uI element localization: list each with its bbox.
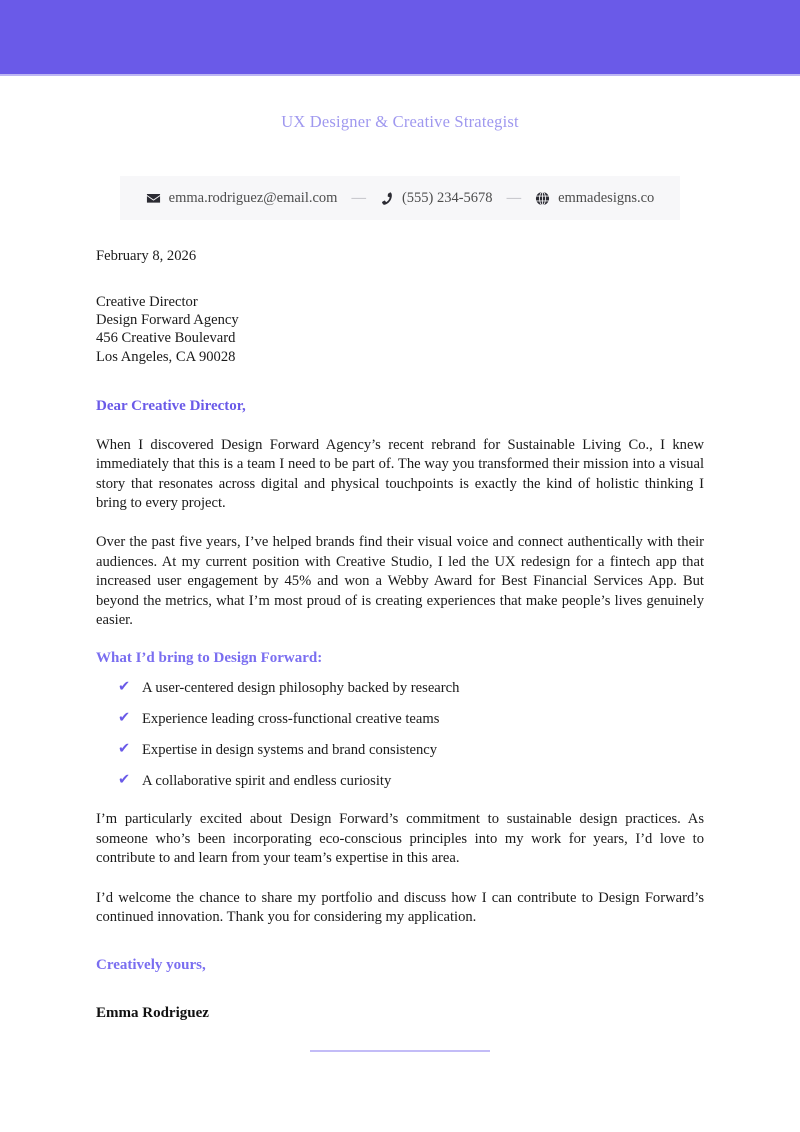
contact-item-website[interactable] <box>535 190 654 207</box>
recipient-line-2: Design Forward Agency <box>96 312 239 329</box>
contact-item-phone[interactable] <box>380 190 493 207</box>
signature-name: Emma Rodriguez <box>96 1004 209 1021</box>
footer-divider <box>310 1050 490 1052</box>
list-item <box>118 741 704 759</box>
recipient-line-4: Los Angeles, CA 90028 <box>96 348 236 365</box>
page-tagline: UX Designer & Creative Strategist <box>281 112 519 131</box>
contact-separator-1: — <box>351 189 366 206</box>
body-paragraph-3: I’m particularly excited about Design Forward’s commitment to sustainable design practices. As someone who’s been incorporating eco-conscious principles into my work for years, I’d love to contribute to and learn from your team’s expertise in this area. <box>96 811 704 867</box>
list-item <box>118 772 704 790</box>
phone-icon <box>380 191 394 206</box>
contact-phone-text: (555) 234-5678 <box>401 189 493 206</box>
list-item-label: Experience leading cross-functional creative teams <box>142 711 440 728</box>
body-paragraph-2: Over the past five years, I’ve helped brands find their visual voice and connect authentically with their audiences. At my current position with Creative Studio, I led the UX redesign for a fintech app that increased user engagement by 45% and won a Webby Award for Best Financial Services App. But beyond the metrics, what I’m most proud of is creating experiences that make people’s lives genuinely easier. <box>96 534 704 629</box>
header-band-underline <box>0 74 800 76</box>
check-icon: ✔ <box>118 679 131 696</box>
recipient-address-block <box>96 293 704 366</box>
contact-bar <box>120 176 680 220</box>
salutation: Dear Creative Director, <box>96 397 246 414</box>
envelope-icon <box>146 191 161 206</box>
check-icon: ✔ <box>118 772 131 789</box>
recipient-line-1: Creative Director <box>96 294 198 310</box>
contact-website-text: emmadesigns.co <box>558 189 655 206</box>
highlight-heading: What I’d bring to Design Forward: <box>96 650 323 667</box>
closing-phrase: Creatively yours, <box>96 956 206 973</box>
list-item-label: Expertise in design systems and brand consistency <box>142 742 438 759</box>
letter-date: February 8, 2026 <box>96 248 197 264</box>
globe-icon <box>535 191 550 206</box>
check-icon: ✔ <box>118 710 131 727</box>
check-icon: ✔ <box>118 741 131 758</box>
letter-body <box>96 248 704 1022</box>
contact-email-text: emma.rodriguez@email.com <box>168 189 338 206</box>
list-item <box>118 679 704 697</box>
header-color-band <box>0 0 800 74</box>
body-paragraph-4: I’d welcome the chance to share my portfolio and discuss how I can contribute to Design Forward’s continued innovation. Thank you for considering my application. <box>96 889 704 926</box>
contact-separator-2: — <box>506 189 522 206</box>
list-item <box>118 710 704 728</box>
contact-item-email[interactable] <box>146 190 338 207</box>
list-item-label: A user-centered design philosophy backed by research <box>142 680 460 697</box>
list-item-label: A collaborative spirit and endless curiosity <box>142 773 392 790</box>
body-paragraph-1: When I discovered Design Forward Agency’s recent rebrand for Sustainable Living Co., I knew immediately that this is a team I need to be part of. The way you transformed their mission into a visual story that resonates across digital and physical touchpoints is exactly the kind of holistic thinking I bring to every project. <box>96 436 704 512</box>
recipient-line-3: 456 Creative Boulevard <box>96 330 236 347</box>
qualification-list <box>96 679 704 790</box>
